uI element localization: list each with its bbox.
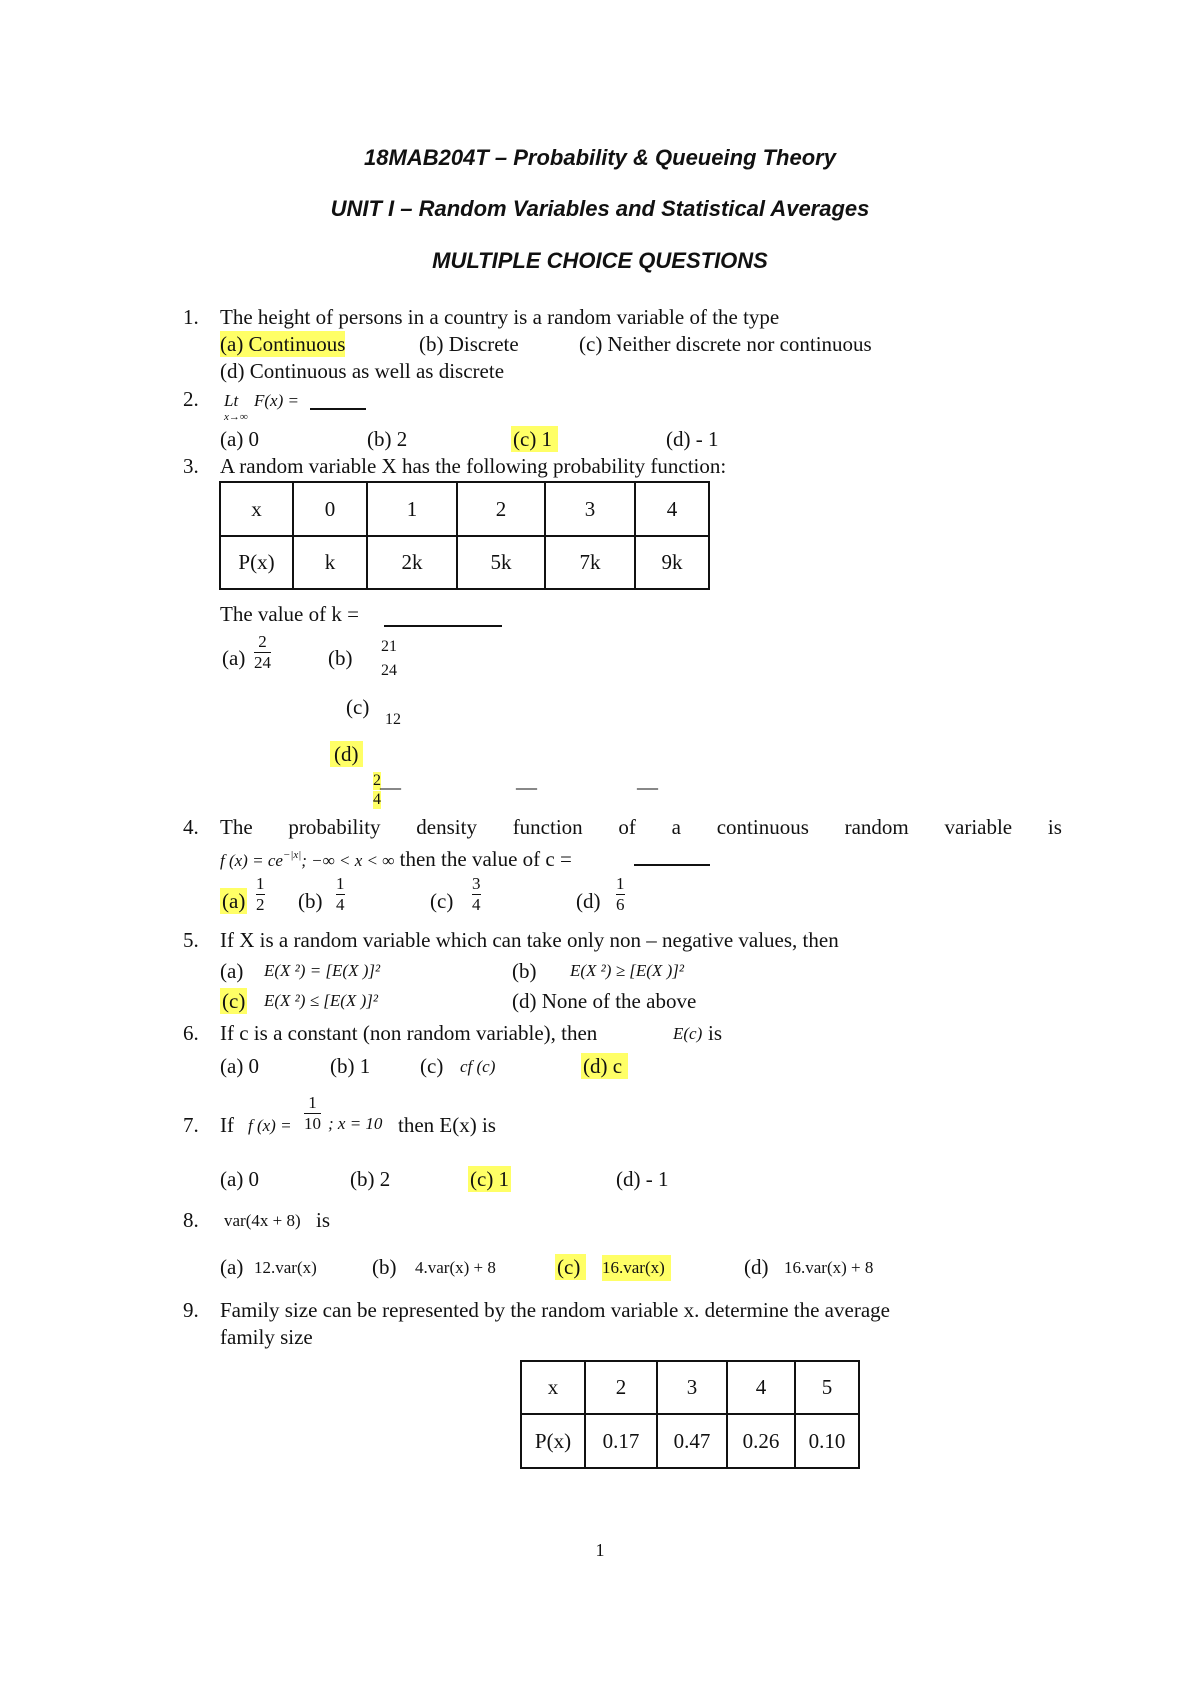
option-b-label: (b) [512, 959, 537, 983]
table-cell: P(x) [521, 1414, 585, 1468]
unit-title: UNIT I – Random Variables and Statistical Averages [330, 196, 870, 221]
option-c-fraction: $\frac{3}{4}$ [472, 874, 481, 914]
option-b-denominator: 24 [381, 662, 397, 679]
option-d-numerator: 2 [373, 772, 381, 789]
option-a-label: (a) [220, 959, 244, 983]
option-d: (d) - 1 [666, 427, 719, 451]
option-b-fraction: $\frac{1}{4}$ [336, 874, 345, 914]
table-cell: k [293, 536, 367, 589]
question-text-line2: family size [220, 1325, 313, 1349]
table-cell: 7k [545, 536, 635, 589]
question-number: 7. [183, 1113, 199, 1137]
question-number: 6. [183, 1021, 199, 1045]
function-domain: ; x = 10 [328, 1114, 383, 1133]
option-b-numerator: 21 [381, 638, 397, 655]
option-a-expression: 12.var(x) [254, 1258, 317, 1277]
option-c-value: 12 [385, 711, 401, 728]
option-a: (a) Continuous [220, 332, 346, 356]
option-a-fraction: $\frac{2}{24}$ [254, 632, 271, 672]
table-cell: 4 [727, 1361, 795, 1414]
probability-table [219, 481, 710, 590]
question-text: If X is a random variable which can take only non – negative values, then [220, 928, 839, 952]
table-cell: 3 [657, 1361, 727, 1414]
option-c-expression: cf (c) [460, 1057, 496, 1076]
option-b: (b) 2 [367, 427, 408, 451]
option-c: (c) Neither discrete nor continuous [579, 332, 872, 356]
option-c: (c) 1 [511, 426, 558, 452]
option-d: (d) Continuous as well as discrete [220, 359, 505, 383]
option-b-expression: E(X ²) ≥ [E(X )]² [570, 961, 684, 980]
question-text-tail: then E(x) is [398, 1113, 496, 1137]
option-b: (b) 1 [330, 1054, 371, 1078]
question-number: 9. [183, 1298, 199, 1322]
option-c-label: (c) [430, 889, 454, 913]
option-d-denominator: 4 [373, 791, 381, 808]
table-cell: 9k [635, 536, 709, 589]
option-c-expression: E(X ²) ≤ [E(X )]² [264, 991, 378, 1010]
option-b-label: (b) [372, 1255, 397, 1279]
question-number: 3. [183, 454, 199, 478]
table-cell: P(x) [220, 536, 293, 589]
option-a-expression: E(X ²) = [E(X )]² [264, 961, 381, 980]
question-text-tail: is [708, 1021, 723, 1045]
option-a-label: (a) [222, 646, 246, 670]
table-cell: x [220, 482, 293, 536]
table-cell: 2k [367, 536, 457, 589]
option-c-label: (c) [420, 1054, 444, 1078]
option-a-fraction: $\frac{1}{2}$ [256, 874, 265, 914]
table-cell: 0.26 [727, 1414, 795, 1468]
question-text: Family size can be represented by the random variable x. determine the average [220, 1298, 890, 1322]
option-b-label: (b) [328, 646, 353, 670]
option-c-expression: 16.var(x) [602, 1255, 671, 1281]
option-c-label: (c) [346, 695, 370, 719]
option-a: (a) 0 [220, 1167, 260, 1191]
table-cell: 4 [635, 482, 709, 536]
question-text: The probability density function of a continuous random variable is [220, 815, 1062, 839]
option-d-label: (d) [744, 1255, 769, 1279]
table-cell: 0.17 [585, 1414, 657, 1468]
table-cell: 5k [457, 536, 545, 589]
table-cell: 1 [367, 482, 457, 536]
option-c-label: (c) [222, 989, 246, 1013]
answer-blank [634, 842, 710, 866]
table-cell: 0.47 [657, 1414, 727, 1468]
option-b-expression: 4.var(x) + 8 [415, 1258, 496, 1277]
option-d-label: (d) [576, 889, 601, 913]
question-text: If c is a constant (non random variable), then [220, 1021, 598, 1045]
limit-symbol: Lt [224, 391, 239, 410]
option-d: (d) c [581, 1053, 628, 1079]
option-c-label: (c) [555, 1254, 586, 1280]
variance-expression: var(4x + 8) [224, 1211, 301, 1230]
option-a-label: (a) [222, 889, 246, 913]
option-a-label: (a) [220, 1255, 244, 1279]
fraction-bar: — [637, 775, 658, 799]
prompt-text: The value of k = [220, 602, 359, 626]
table-cell: 2 [457, 482, 545, 536]
section-title: MULTIPLE CHOICE QUESTIONS [432, 248, 768, 273]
limit-expression: F(x) = [254, 391, 299, 410]
question-text: The height of persons in a country is a random variable of the type [220, 305, 780, 329]
option-a: (a) 0 [220, 427, 260, 451]
table-cell: 2 [585, 1361, 657, 1414]
family-size-table [520, 1360, 860, 1469]
question-number: 5. [183, 928, 199, 952]
option-c: (c) 1 [470, 1167, 510, 1191]
question-number: 8. [183, 1208, 199, 1232]
table-cell: 0 [293, 482, 367, 536]
function-expression: f (x) = [248, 1116, 292, 1135]
question-text-tail: is [316, 1208, 331, 1232]
option-d-expression: 16.var(x) + 8 [784, 1258, 874, 1277]
answer-blank [384, 601, 502, 627]
option-d: (d) None of the above [512, 989, 697, 1013]
table-cell: 3 [545, 482, 635, 536]
function-fraction: $\frac{1}{10}$ [304, 1093, 321, 1133]
option-d: (d) - 1 [616, 1167, 669, 1191]
option-a: (a) 0 [220, 1054, 260, 1078]
question-number: 1. [183, 305, 199, 329]
option-b: (b) 2 [350, 1167, 391, 1191]
option-b: (b) Discrete [419, 332, 519, 356]
table-cell: 0.10 [795, 1414, 859, 1468]
question-number: 2. [183, 387, 199, 411]
question-text: If [220, 1113, 234, 1137]
fraction-bar: — [516, 775, 537, 799]
limit-subscript: x→∞ [224, 411, 248, 423]
option-d-fraction: $\frac{1}{6}$ [616, 874, 625, 914]
table-cell: 5 [795, 1361, 859, 1414]
question-number: 4. [183, 815, 199, 839]
answer-blank [310, 388, 366, 410]
fraction-bar: — [380, 775, 401, 799]
expectation-expression: E(c) [673, 1024, 703, 1043]
pdf-expression: f $(x) = ce^{-|x|}$; −∞ < x < ∞ then the value of c = [220, 847, 572, 871]
course-title: 18MAB204T – Probability & Queueing Theory [364, 145, 836, 170]
option-d-label: (d) [330, 741, 363, 767]
option-b-label: (b) [298, 889, 323, 913]
page-number: 1 [595, 1540, 605, 1560]
question-text: A random variable X has the following probability function: [220, 454, 727, 478]
table-cell: x [521, 1361, 585, 1414]
